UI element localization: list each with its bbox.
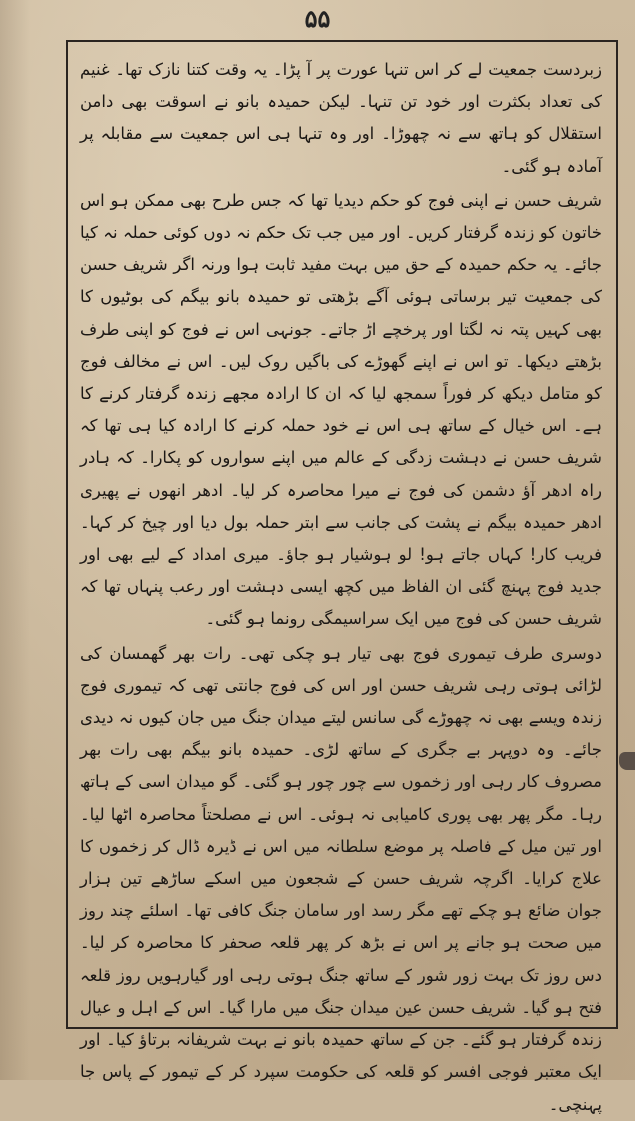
paragraph-3: دوسری طرف تیموری فوج بھی تیار ہو چکی تھی۔ رات بھر گھمسان کی لڑائی ہوتی رہی شریف حسن اور اس کی فوج جانتی تھی کہ تیموری فوج زندہ ویسے بھی نہ چھوڑے گی سانس لیتے میدان جنگ میں جان کیوں نہ دیدی جائے۔ وہ دوپہر بے جگری کے ساتھ لڑی۔ حمیدہ بانو بیگم بھی رات بھر مصروف کار رہی اور زخموں سے چور چور ہو گئی۔ گو میدان اسی کے ہاتھ رہا۔ مگر پھر بھی پوری کامیابی نہ ہوئی۔ اس نے مصلحتاً محاصرہ اٹھا لیا۔ اور تین میل کے فاصلہ پر موضع سلطانہ میں اس نے ڈیرہ ڈال کر زخموں کا علاج کرایا۔ اگرچہ شریف حسن کے شجعون میں اسکے ساڑھے تین ہزار جوان ضائع ہو چکے تھے مگر رسد اور سامان جنگ کافی تھا۔ اسلئے چند روز میں صحت ہو جانے پر اس نے بڑھ کر پھر قلعہ صحفر کا محاصرہ کر لیا۔ دس روز تک بہت زور شور کے ساتھ جنگ ہوتی رہی اور گیارہویں روز قلعہ فتح ہو گیا۔ شریف حسن عین میدان جنگ میں مارا گیا۔ اس کے اہل و عیال زندہ گرفتار ہو گئے۔ جن کے ساتھ حمیدہ بانو نے بہت شریفانہ برتاؤ کیا۔ اور ایک معتبر فوجی افسر کو قلعہ کی حکومت سپرد کر کے تیمور کے پاس جا پہنچی۔ xyxy=(80,643,602,1114)
body-text xyxy=(80,54,602,1121)
page-gutter-shadow xyxy=(0,0,30,1080)
page-edge-tab xyxy=(619,752,635,770)
page-number: ۵۵ xyxy=(304,4,331,33)
paragraph-2: شریف حسن نے اپنی فوج کو حکم دیدیا تھا کہ جس طرح بھی ممکن ہو اس خاتون کو زندہ گرفتار کریں۔ اور میں جب تک حکم نہ دوں کوئی حملہ نہ کیا جائے۔ یہ حکم حمیدہ کے حق میں بہت مفید ثابت ہوا ورنہ اگر شریف حسن کی جمعیت تیر برساتی ہوئی آگے بڑھتی تو حمیدہ بانو بیگم کی بوٹیوں کا بھی کہیں پتہ نہ لگتا اور پرخچے اڑ جاتے۔ جونہی اس نے فوج کو اپنی طرف بڑھتے دیکھا۔ تو اس نے اپنے گھوڑے کی باگیں روک لیں۔ اس نے مخالف فوج کو متامل دیکھ کر فوراً سمجھ لیا کہ ان کا ارادہ مجھے زندہ گرفتار کرنے کا ہے۔ اس خیال کے ساتھ ہی اس نے خود حملہ کرنے کا ارادہ کیا ہی تھا کہ شریف حسن نے دہشت زدگی کے عالم میں اپنے سواروں کو پکارا۔ کہ ہادر راہ ادھر آؤ دشمن کی فوج نے میرا محاصرہ کر لیا۔ ادھر انھوں نے پھیری ادھر حمیدہ بیگم نے پشت کی جانب سے ابتر حملہ بول دیا اور چیخ کر کہا۔ فریب کار! کہاں جاتے ہو! لو ہوشیار ہو جاؤ۔ میری امداد کے لیے بھی اور جدید فوج پہنچ گئی ان الفاظ میں کچھ ایسی دہشت اور رعب پنہاں تھا کہ شریف حسن کی فوج میں ایک سراسیمگی رونما ہو گئی۔ xyxy=(80,190,602,629)
text-frame xyxy=(66,40,618,1114)
paragraph-1: زبردست جمعیت لے کر اس تنہا عورت پر آ پڑا۔ یہ وقت کتنا نازک تھا۔ غنیم کی تعداد بکثرت اور خود تن تنہا۔ لیکن حمیدہ بانو نے اسوقت بھی دامن استقلال کو ہاتھ سے نہ چھوڑا۔ اور وہ تنہا ہی اس جمعیت سے مقابلہ پر آمادہ ہو گئی۔ xyxy=(80,60,602,176)
